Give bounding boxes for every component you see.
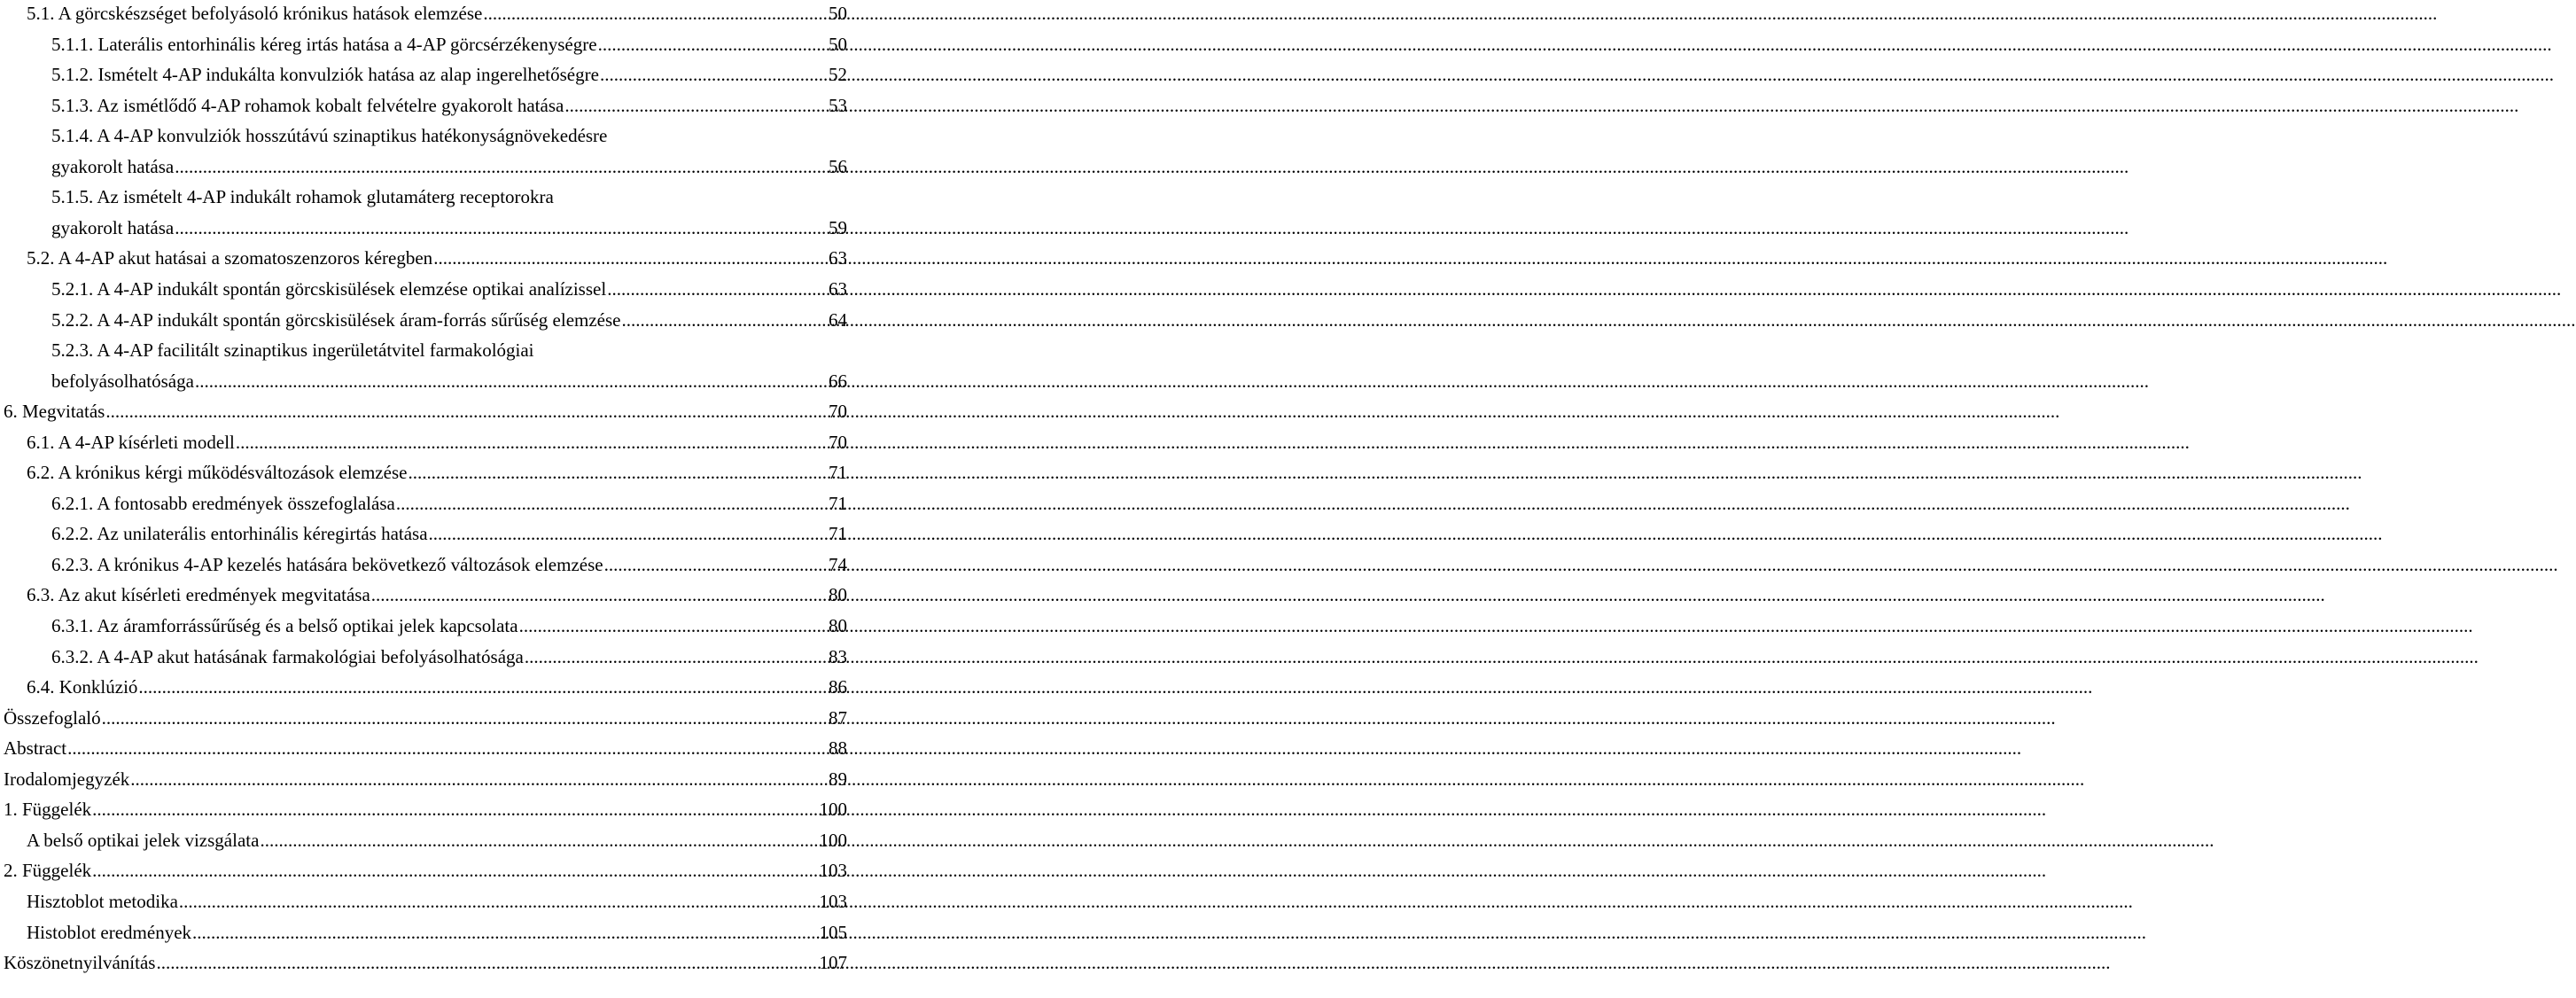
toc-entry-title: 5.1. A görcskészséget befolyásoló krónikus hatások elemzése: [27, 3, 483, 24]
toc-dot-leader: [195, 370, 827, 392]
toc-entry[interactable]: [27, 891, 847, 912]
toc-entry[interactable]: [51, 339, 535, 361]
toc-entry-title: 6.2. A krónikus kérgi működésváltozások elemzése: [27, 462, 408, 483]
toc-page-number: 63: [829, 278, 847, 300]
toc-entry-title: 5.2.3. A 4-AP facilitált szinaptikus ingerületátvitel farmakológiai: [51, 339, 534, 361]
toc-page-number: 80: [829, 615, 847, 636]
toc-entry-title: 1. Függelék: [4, 799, 92, 820]
toc-dot-leader: [525, 646, 827, 667]
toc-entry[interactable]: [4, 707, 847, 729]
toc-entry[interactable]: [27, 922, 847, 943]
toc-dot-leader: [179, 891, 818, 912]
toc-entry-title: 6.4. Konklúzió: [27, 676, 138, 698]
toc-entry-title: 5.1.5. Az ismételt 4-AP indukált rohamok glutamáterg receptorokra: [51, 186, 554, 207]
toc-dot-leader: [156, 952, 817, 973]
toc-entry[interactable]: [4, 799, 847, 820]
toc-entry[interactable]: [51, 309, 847, 331]
toc-page-number: 88: [829, 737, 847, 759]
toc-entry[interactable]: [4, 401, 847, 422]
toc-dot-leader: [130, 768, 827, 790]
toc-entry-title: 5.1.3. Az ismétlődő 4-AP rohamok kobalt felvételre gyakorolt hatása: [51, 95, 564, 116]
toc-entry[interactable]: [51, 554, 847, 575]
toc-dot-leader: [519, 615, 827, 636]
toc-dot-leader: [607, 278, 827, 300]
toc-page-number: 52: [829, 64, 847, 85]
toc-page-number: 71: [829, 523, 847, 544]
toc-dot-leader: [175, 156, 827, 177]
toc-entry-title: 6.2.3. A krónikus 4-AP kezelés hatására bekövetkező változások elemzése: [51, 554, 603, 575]
toc-entry-title: 5.1.4. A 4-AP konvulziók hosszútávú szinaptikus hatékonyságnövekedésre: [51, 125, 608, 146]
toc-dot-leader: [92, 860, 817, 881]
toc-entry-title: gyakorolt hatása: [51, 156, 175, 177]
toc-entry-title: 5.2. A 4-AP akut hatásai a szomatoszenzoros kéregben: [27, 247, 433, 269]
toc-entry[interactable]: [51, 64, 847, 85]
toc-entry[interactable]: [27, 3, 847, 24]
toc-entry[interactable]: [51, 156, 847, 177]
toc-entry-title: 6.2.1. A fontosabb eredmények összefoglalása: [51, 493, 395, 514]
toc-entry-title: befolyásolhatósága: [51, 370, 194, 392]
toc-entry-title: 6.3. Az akut kísérleti eredmények megvitatása: [27, 584, 370, 605]
toc-entry-title: 5.2.2. A 4-AP indukált spontán görcskisülések áram-forrás sűrűség elemzése: [51, 309, 621, 331]
toc-page-number: 70: [829, 432, 847, 453]
toc-entry[interactable]: [4, 737, 847, 759]
toc-entry-title: Köszönetnyilvánítás: [4, 952, 156, 973]
toc-page-number: 66: [829, 370, 847, 392]
toc-entry-title: Irodalomjegyzék: [4, 768, 130, 790]
toc-page-number: 74: [829, 554, 847, 575]
toc-entry[interactable]: [27, 584, 847, 605]
toc-entry-title: Abstract: [4, 737, 67, 759]
toc-dot-leader: [564, 95, 827, 116]
toc-entry[interactable]: [4, 952, 847, 973]
toc-entry-title: Hisztoblot metodika: [27, 891, 178, 912]
toc-entry[interactable]: [27, 247, 847, 269]
toc-entry[interactable]: [51, 186, 555, 207]
toc-entry[interactable]: [27, 462, 847, 483]
toc-page-number: 83: [829, 646, 847, 667]
toc-page-number: 103: [819, 860, 847, 881]
toc-entry-title: 2. Függelék: [4, 860, 92, 881]
toc-dot-leader: [192, 922, 817, 943]
toc-dot-leader: [604, 554, 827, 575]
toc-page-number: 103: [819, 891, 847, 912]
toc-dot-leader: [92, 799, 817, 820]
toc-entry-title: 5.1.2. Ismételt 4-AP indukálta konvulziók hatása az alap ingerelhetőségre: [51, 64, 599, 85]
toc-entry-title: 5.2.1. A 4-AP indukált spontán görcskisülések elemzése optikai analízissel: [51, 278, 607, 300]
toc-entry[interactable]: [51, 370, 847, 392]
toc-dot-leader: [622, 309, 828, 331]
toc-page-number: 105: [819, 922, 847, 943]
toc-dot-leader: [483, 3, 827, 24]
toc-page-number: 50: [829, 34, 847, 55]
toc-entry-title: 6.2.2. Az unilaterális entorhinális kéregirtás hatása: [51, 523, 428, 544]
toc-page-number: 87: [829, 707, 847, 729]
toc-page-number: 64: [829, 309, 847, 331]
toc-entry-title: gyakorolt hatása: [51, 217, 175, 238]
toc-entry[interactable]: [27, 676, 847, 698]
toc-entry-title: 6.3.2. A 4-AP akut hatásának farmakológiai befolyásolhatósága: [51, 646, 524, 667]
toc-entry[interactable]: [27, 830, 847, 851]
toc-entry-title: 6. Megvitatás: [4, 401, 105, 422]
toc-dot-leader: [175, 217, 827, 238]
toc-entry[interactable]: [27, 432, 847, 453]
toc-entry[interactable]: [51, 615, 847, 636]
toc-entry-title: Összefoglaló: [4, 707, 101, 729]
toc-entry[interactable]: [51, 493, 847, 514]
toc-page-number: 59: [829, 217, 847, 238]
toc-page-number: 107: [819, 952, 847, 973]
toc-entry[interactable]: [51, 95, 847, 116]
toc-entry[interactable]: [51, 125, 608, 146]
toc-entry[interactable]: [51, 523, 847, 544]
toc-entry-title: Histoblot eredmények: [27, 922, 192, 943]
toc-page-number: 71: [829, 462, 847, 483]
toc-dot-leader: [138, 676, 827, 698]
toc-entry-title: A belső optikai jelek vizsgálata: [27, 830, 260, 851]
toc-page-number: 80: [829, 584, 847, 605]
toc-page-number: 63: [829, 247, 847, 269]
toc-dot-leader: [598, 34, 827, 55]
toc-dot-leader: [429, 523, 827, 544]
toc-entry-title: 6.3.1. Az áramforrássűrűség és a belső optikai jelek kapcsolata: [51, 615, 518, 636]
toc-dot-leader: [105, 401, 827, 422]
toc-entry-title: 6.1. A 4-AP kísérleti modell: [27, 432, 235, 453]
toc-entry[interactable]: [51, 217, 847, 238]
toc-page-number: 50: [829, 3, 847, 24]
toc-entry[interactable]: [4, 768, 847, 790]
toc-dot-leader: [433, 247, 827, 269]
toc-page-number: 71: [829, 493, 847, 514]
toc-page-number: 100: [819, 830, 847, 851]
toc-entry[interactable]: [51, 278, 847, 300]
toc-dot-leader: [396, 493, 827, 514]
toc-page-number: 86: [829, 676, 847, 698]
toc-dot-leader: [371, 584, 827, 605]
toc-entry[interactable]: [51, 646, 847, 667]
toc-page-number: 70: [829, 401, 847, 422]
toc-entry[interactable]: [4, 860, 847, 881]
toc-dot-leader: [236, 432, 827, 453]
toc-page-number: 89: [829, 768, 847, 790]
toc-page-number: 53: [829, 95, 847, 116]
toc-page-number: 56: [829, 156, 847, 177]
toc-dot-leader: [260, 830, 817, 851]
toc-dot-leader: [102, 707, 827, 729]
toc-dot-leader: [408, 462, 827, 483]
toc-dot-leader: [67, 737, 827, 759]
toc-dot-leader: [600, 64, 827, 85]
toc-page-number: 100: [819, 799, 847, 820]
toc-entry[interactable]: [51, 34, 847, 55]
toc-entry-title: 5.1.1. Laterális entorhinális kéreg irtás hatása a 4-AP görcsérzékenységre: [51, 34, 597, 55]
